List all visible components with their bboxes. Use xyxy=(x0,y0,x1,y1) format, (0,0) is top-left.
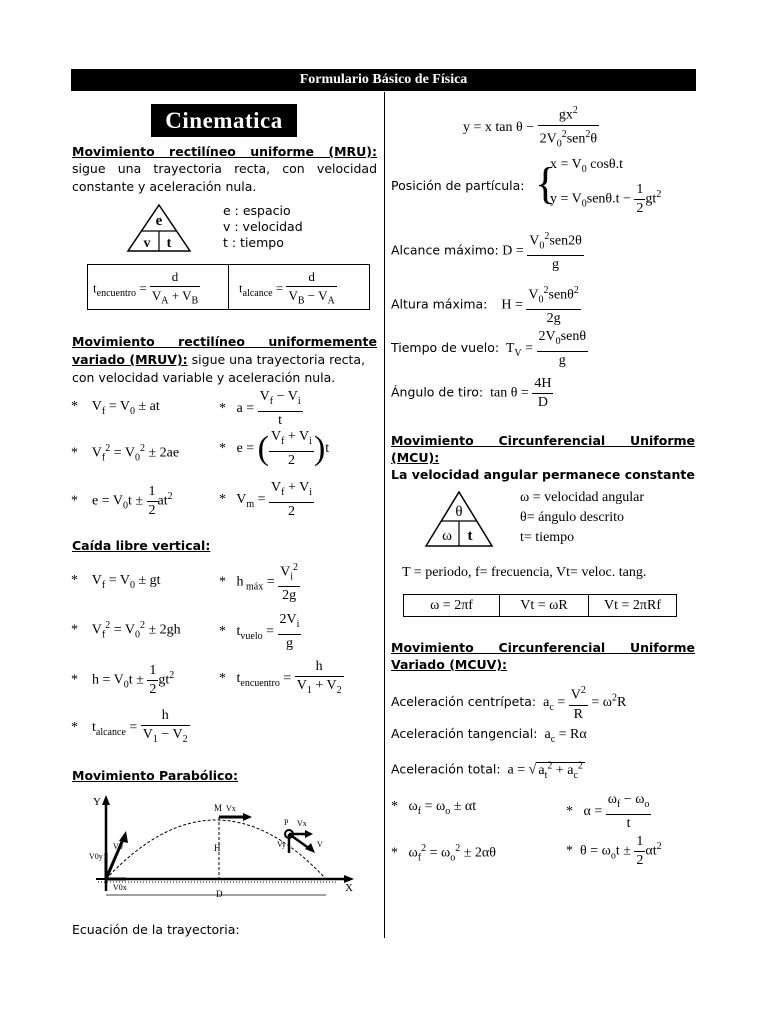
system-brace: { xyxy=(535,159,557,208)
bullet-star: * xyxy=(71,493,78,509)
label-d: D xyxy=(216,889,223,899)
mru-legend-e: e : espacio xyxy=(223,203,291,218)
label-vx-p: Vx xyxy=(297,819,307,828)
mru-heading xyxy=(72,144,377,159)
mruv-line1: sigue una trayectoria recta, xyxy=(187,352,366,367)
formula-angulo-tiro: Ángulo de tiro: tan θ = $\frac{4H}{D}$ xyxy=(391,376,552,410)
mcu-cell-1: ω = 2πf xyxy=(430,598,473,613)
document-title: Formulario Básico de Física xyxy=(71,69,696,91)
label-y: Y xyxy=(93,796,101,808)
mruv-f2: * $V_f^2 = V_0^2 \pm 2ae$ xyxy=(71,443,180,464)
mruv-heading-2-line xyxy=(72,351,377,369)
bullet-star: * xyxy=(391,799,398,814)
label-v0x: V0x xyxy=(113,883,127,892)
bullet-star: * xyxy=(219,574,226,590)
mru-line2: constante y aceleración nula. xyxy=(72,179,257,194)
mruv-heading-2: variado (MRUV): xyxy=(72,352,188,367)
mcu-tri-t: t xyxy=(467,528,473,544)
mru-legend xyxy=(223,203,303,251)
bullet-star: * xyxy=(219,441,226,457)
bullet-star: * xyxy=(566,843,573,859)
mcu-legend-t: t= tiempo xyxy=(520,530,575,545)
caida-f2: * $V_f^2 = V_0^2 \pm 2gh$ xyxy=(71,620,181,641)
bullet-star: * xyxy=(71,622,78,638)
caida-f5: * $t_{vuelo}$ = $\frac{2V_i}{g}$ xyxy=(219,612,300,651)
alcance-label: Alcance máximo: xyxy=(391,242,499,258)
formula-t-alcance: $t_{alcance}$ = $\frac{d}{V_B - V_A}$ xyxy=(239,269,335,307)
parabolic-motion-diagram xyxy=(86,791,366,903)
mcu-sub: La velocidad angular permanece constante xyxy=(391,467,695,482)
total-label: Aceleración total: xyxy=(391,761,501,777)
mruv-f6: * $V_m$ = $\frac{V_f + V_i}{2}$ xyxy=(219,480,313,519)
mcuv-f4: * $\theta = \omega_ot$ ± $\frac{1}{2}$ $\alpha t^2$ xyxy=(566,834,662,868)
formula-alcance: Alcance máximo: D = $\frac{V_0^2sen2\theta}{g}$ xyxy=(391,228,584,274)
bullet-star: * xyxy=(71,720,78,736)
mru-box-divider xyxy=(228,265,229,309)
caida-f4: * h $_{máx}$ = $\frac{V_i^2}{2g}$ xyxy=(219,559,300,605)
bullet-star: * xyxy=(219,401,226,417)
mcu-definitions: T = periodo, f= frecuencia, Vt= veloc. tang. xyxy=(402,565,647,580)
mru-legend-t: t : tiempo xyxy=(223,235,284,250)
formula-total: Aceleración total: a = √ $a_t^2 + a_c^2$ xyxy=(391,760,583,781)
bullet-star: * xyxy=(219,671,226,687)
label-v0y: V0y xyxy=(89,852,103,861)
mruv-heading-1: Movimiento rectilíneo uniformemente xyxy=(72,334,377,349)
mru-tri-t: t xyxy=(166,236,172,251)
posicion-label: Posición de partícula: xyxy=(391,178,525,193)
tangencial-label: Aceleración tangencial: xyxy=(391,726,538,741)
label-p: P xyxy=(284,818,289,827)
mcu-legend-omega: ω = velocidad angular xyxy=(520,490,645,505)
label-m: M xyxy=(214,803,223,813)
y-axis-arrow xyxy=(102,795,110,805)
mcu-tri-theta: θ xyxy=(455,504,463,520)
mcu-cell-3: Vt = 2πRf xyxy=(604,598,661,613)
mcu-formula-table xyxy=(403,594,677,617)
mcu-tri-omega: ω xyxy=(442,528,452,544)
formula-tangencial: Aceleración tangencial: $a_c = R\alpha$ xyxy=(391,726,587,745)
mcu-heading-1: Movimiento Circunferencial Uniforme xyxy=(391,433,695,448)
section-title-cinematica: Cinematica xyxy=(151,104,297,137)
tiempo-label: Tiempo de vuelo: xyxy=(391,340,500,356)
formula-tiempo-vuelo: Tiempo de vuelo: $T_V$ = $\frac{2V_0sen\theta}{g}$ xyxy=(391,329,587,368)
bullet-star: * xyxy=(566,804,573,820)
mru-formula-box xyxy=(87,264,370,310)
formula-centripeta: Aceleración centrípeta: $a_c$ = $\frac{V^2}{R}$ = $\omega^2R$ xyxy=(391,682,626,724)
caida-f3: * $h = V_0t$ ± $\frac{1}{2}$ $gt^2$ xyxy=(71,663,175,697)
mcuv-f1: * $\omega_f = \omega_o \pm \alpha t$ xyxy=(391,799,477,817)
caida-f6: * $t_{encuentro}$ = $\frac{h}{V_1 + V_2}$ xyxy=(219,659,342,696)
mru-line1: sigue una trayectoria recta, con velocidad xyxy=(72,161,377,176)
angulo-label: Ángulo de tiro: xyxy=(391,384,484,400)
label-x: X xyxy=(345,882,353,894)
label-v: V xyxy=(317,840,323,849)
mruv-f4: * a = $\frac{V_f - V_i}{t}$ xyxy=(219,389,301,428)
parabolico-heading: Movimiento Parabólico: xyxy=(72,768,239,783)
bullet-star: * xyxy=(71,573,78,588)
mcu-cell-2: Vt = ωR xyxy=(520,598,568,613)
mcu-legend-theta: θ= ángulo descrito xyxy=(520,510,625,525)
mru-heading-text: Movimiento rectilíneo uniforme (MRU): xyxy=(72,144,377,159)
mruv-f1: * $V_f = V_0$ ± at xyxy=(71,399,160,417)
caida-heading: Caída libre vertical: xyxy=(72,538,211,553)
mcu-triangle-diagram xyxy=(424,490,494,548)
mru-tri-e: e xyxy=(155,213,163,229)
mruv-line2: con velocidad variable y aceleración nula. xyxy=(72,370,336,385)
bullet-star: * xyxy=(71,672,78,688)
mcuv-f3: * $\omega_f^2 = \omega_o^2 \pm 2\alpha\theta$ xyxy=(391,843,496,864)
label-v0: V0 xyxy=(113,842,123,851)
mru-tri-v: v xyxy=(143,236,151,251)
mcuv-f2: * α = $\frac{\omega_f - \omega_o}{t}$ xyxy=(566,792,650,831)
mruv-f3: * $e = V_0t$ ± $\frac{1}{2}$ $at^2$ xyxy=(71,484,173,518)
caida-f7: * $t_{alcance}$ = $\frac{h}{V_1 - V_2}$ xyxy=(71,708,188,745)
mcuv-heading-1: Movimiento Circunferencial Uniforme xyxy=(391,640,695,655)
label-h: H xyxy=(214,843,221,853)
ecuacion-trayectoria-label: Ecuación de la trayectoria: xyxy=(72,922,240,937)
column-divider xyxy=(384,92,385,938)
mru-triangle-diagram xyxy=(126,203,192,253)
mcu-legend xyxy=(520,488,644,548)
bullet-star: * xyxy=(219,492,226,508)
label-vx: Vx xyxy=(226,804,236,813)
label-vy: Vy xyxy=(277,840,286,849)
caida-f1: * $V_f = V_0$ ± gt xyxy=(71,573,161,591)
bullet-star: * xyxy=(71,445,78,461)
formula-trayectoria: y = x tan θ − $\frac{gx^2}{2V_0^2sen^2\theta}$ xyxy=(463,102,599,153)
formula-t-encuentro: $t_{encuentro}$ = $\frac{d}{V_A + V_B}$ xyxy=(93,269,199,307)
mru-legend-v: v : velocidad xyxy=(223,219,303,234)
formula-pos-y: $y = V_0sen\theta.t$ − $\frac{1}{2}$ $gt^2$ xyxy=(550,182,662,216)
altura-label: Altura máxima: xyxy=(391,296,488,312)
bullet-star: * xyxy=(71,399,78,414)
mruv-f5: * e = ( $\frac{V_f + V_i}{2}$ )t xyxy=(219,429,330,468)
bullet-star: * xyxy=(391,845,398,861)
mcuv-heading-2: Variado (MCUV): xyxy=(391,657,508,672)
formula-pos-x: $x = V_0$ cosθ.t xyxy=(550,157,624,175)
bullet-star: * xyxy=(219,624,226,640)
formula-altura: Altura máxima: H = $\frac{V_0^2sen\theta^2}{2g}$ xyxy=(391,282,581,328)
mcu-heading-2: (MCU): xyxy=(391,450,440,465)
centripeta-label: Aceleración centrípeta: xyxy=(391,694,537,710)
